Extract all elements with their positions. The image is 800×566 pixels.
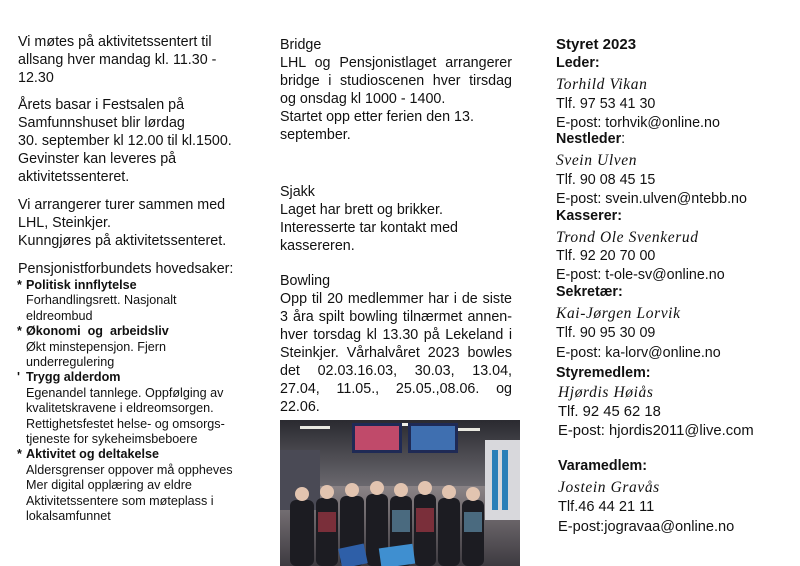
name-sekretaer: Kai-Jørgen Lorvik <box>556 305 681 322</box>
item-line: underregulering <box>26 355 115 370</box>
bowling-title: Bowling <box>280 273 331 289</box>
bullet: * <box>17 324 22 339</box>
item-heading: Økonomi og arbeidsliv <box>26 324 169 339</box>
text-line: Kunngjøres på aktivitetssenteret. <box>18 233 227 249</box>
email-styremedlem: E-post: hjordis2011@live.com <box>558 423 754 439</box>
role-nestleder-colon: : <box>621 131 626 147</box>
email-sekretaer: E-post: ka-lorv@online.no <box>556 345 721 361</box>
role-leder: Leder: <box>556 55 600 71</box>
bullet: * <box>17 278 22 292</box>
text-line: Vi arrangerer turer sammen med <box>18 197 226 213</box>
turer-paragraph <box>18 196 226 250</box>
bridge-text-2: Startet opp etter ferien den 13. september. <box>280 109 474 143</box>
item-heading: Aktivitet og deltakelse <box>26 447 159 462</box>
item-heading: Politisk innflytelse <box>26 278 137 292</box>
email-leder: E-post: torhvik@online.no <box>556 115 720 131</box>
list-item <box>18 447 258 524</box>
item-line: Mer digital opplæring av eldre <box>26 478 192 493</box>
board-title: Styret 2023 <box>556 36 637 53</box>
phone-varamedlem: Tlf.46 44 21 11 <box>558 499 655 515</box>
item-line: Aktivitetssentere som møteplass i <box>26 493 214 508</box>
email-nestleder: E-post: svein.ulven@ntebb.no <box>556 191 747 207</box>
role-varamedlem: Varamedlem: <box>558 458 648 474</box>
bridge-section <box>280 36 512 144</box>
name-kasserer: Trond Ole Svenkerud <box>556 229 699 246</box>
bowling-group-photo-icon <box>280 420 520 566</box>
allsang-paragraph <box>18 33 216 87</box>
bullet: * <box>17 447 22 462</box>
name-styremedlem: Hjørdis Høiås <box>558 384 654 401</box>
bowling-section <box>280 272 512 416</box>
role-nestleder-label: Nestleder <box>556 131 622 147</box>
text-line: Årets basar i Festsalen på <box>18 97 185 113</box>
phone-nestleder: Tlf. 90 08 45 15 <box>556 172 656 188</box>
text-line: 30. september kl 12.00 til kl.1500. <box>18 133 232 149</box>
phone-sekretaer: Tlf. 90 95 30 09 <box>556 325 656 341</box>
role-kasserer: Kasserer: <box>556 208 622 224</box>
text-line: LHL, Steinkjer. <box>18 215 111 231</box>
email-varamedlem: E-post:jogravaa@online.no <box>558 519 735 535</box>
text-line: Gevinster kan leveres på <box>18 151 177 167</box>
item-line: eldreombud <box>26 308 93 323</box>
sjakk-section <box>280 183 512 255</box>
name-nestleder: Svein Ulven <box>556 152 638 169</box>
role-sekretaer: Sekretær: <box>556 284 623 300</box>
hovedsaker-title: Pensjonistforbundets hovedsaker: <box>18 261 234 277</box>
bridge-text: LHL og Pensjonistlaget arrangerer bridge i studioscenen hver tirsdag og onsdag kl 1000 - 1400. <box>280 55 512 107</box>
phone-kasserer: Tlf. 92 20 70 00 <box>556 248 656 264</box>
item-line: lokalsamfunnet <box>26 509 111 524</box>
item-heading: Trygg alderdom <box>26 370 121 385</box>
name-leder: Torhild Vikan <box>556 76 648 93</box>
text-line: aktivitetssenteret. <box>18 169 130 185</box>
sjakk-title: Sjakk <box>280 184 315 200</box>
bowling-text: Opp til 20 medlemmer har i de siste 3 åra spilt bowling tilnærmet annen-hver torsdag kl 13.30 på Lekeland i Steinkjer. Vårhalvåret 2023 bowles det 02.03.16.03, 30.03, 13.04, 27.04, 11.05., 25.05.,08.06. og 22.06. <box>280 291 512 415</box>
item-line: Aldersgrenser oppover må oppheves <box>26 462 233 477</box>
role-nestleder <box>556 131 625 147</box>
text-line: Samfunnshuset blir lørdag <box>18 115 185 131</box>
item-line: kvalitetskravene i eldreomsorgen. <box>26 401 214 416</box>
bullet: ' <box>17 370 20 385</box>
email-kasserer: E-post: t-ole-sv@online.no <box>556 267 725 283</box>
phone-styremedlem: Tlf. 92 45 62 18 <box>558 404 661 420</box>
name-varamedlem: Jostein Gravås <box>558 479 660 496</box>
text-line: Vi møtes på aktivitetssentert til <box>18 34 212 50</box>
role-styremedlem: Styremedlem: <box>556 365 651 381</box>
text-line: allsang hver mandag kl. 11.30 - <box>18 52 217 68</box>
item-line: Rettighetsfestet helse- og omsorgs- <box>26 416 225 431</box>
item-line: tjeneste for sykeheimsbeboere <box>26 432 198 447</box>
list-item <box>18 324 258 370</box>
item-line: Økt minstepensjon. Fjern <box>26 339 166 354</box>
sjakk-text: Laget har brett og brikker. Interesserte tar kontakt med kassereren. <box>280 202 458 254</box>
hovedsaker-list <box>18 278 258 525</box>
bridge-title: Bridge <box>280 37 322 53</box>
list-item <box>18 370 258 447</box>
phone-leder: Tlf. 97 53 41 30 <box>556 96 656 112</box>
item-line: Forhandlingsrett. Nasjonalt <box>26 293 177 308</box>
list-item <box>18 278 258 324</box>
text-line: 12.30 <box>18 70 54 86</box>
basar-paragraph <box>18 96 232 186</box>
item-line: Egenandel tannlege. Oppfølging av <box>26 385 224 400</box>
